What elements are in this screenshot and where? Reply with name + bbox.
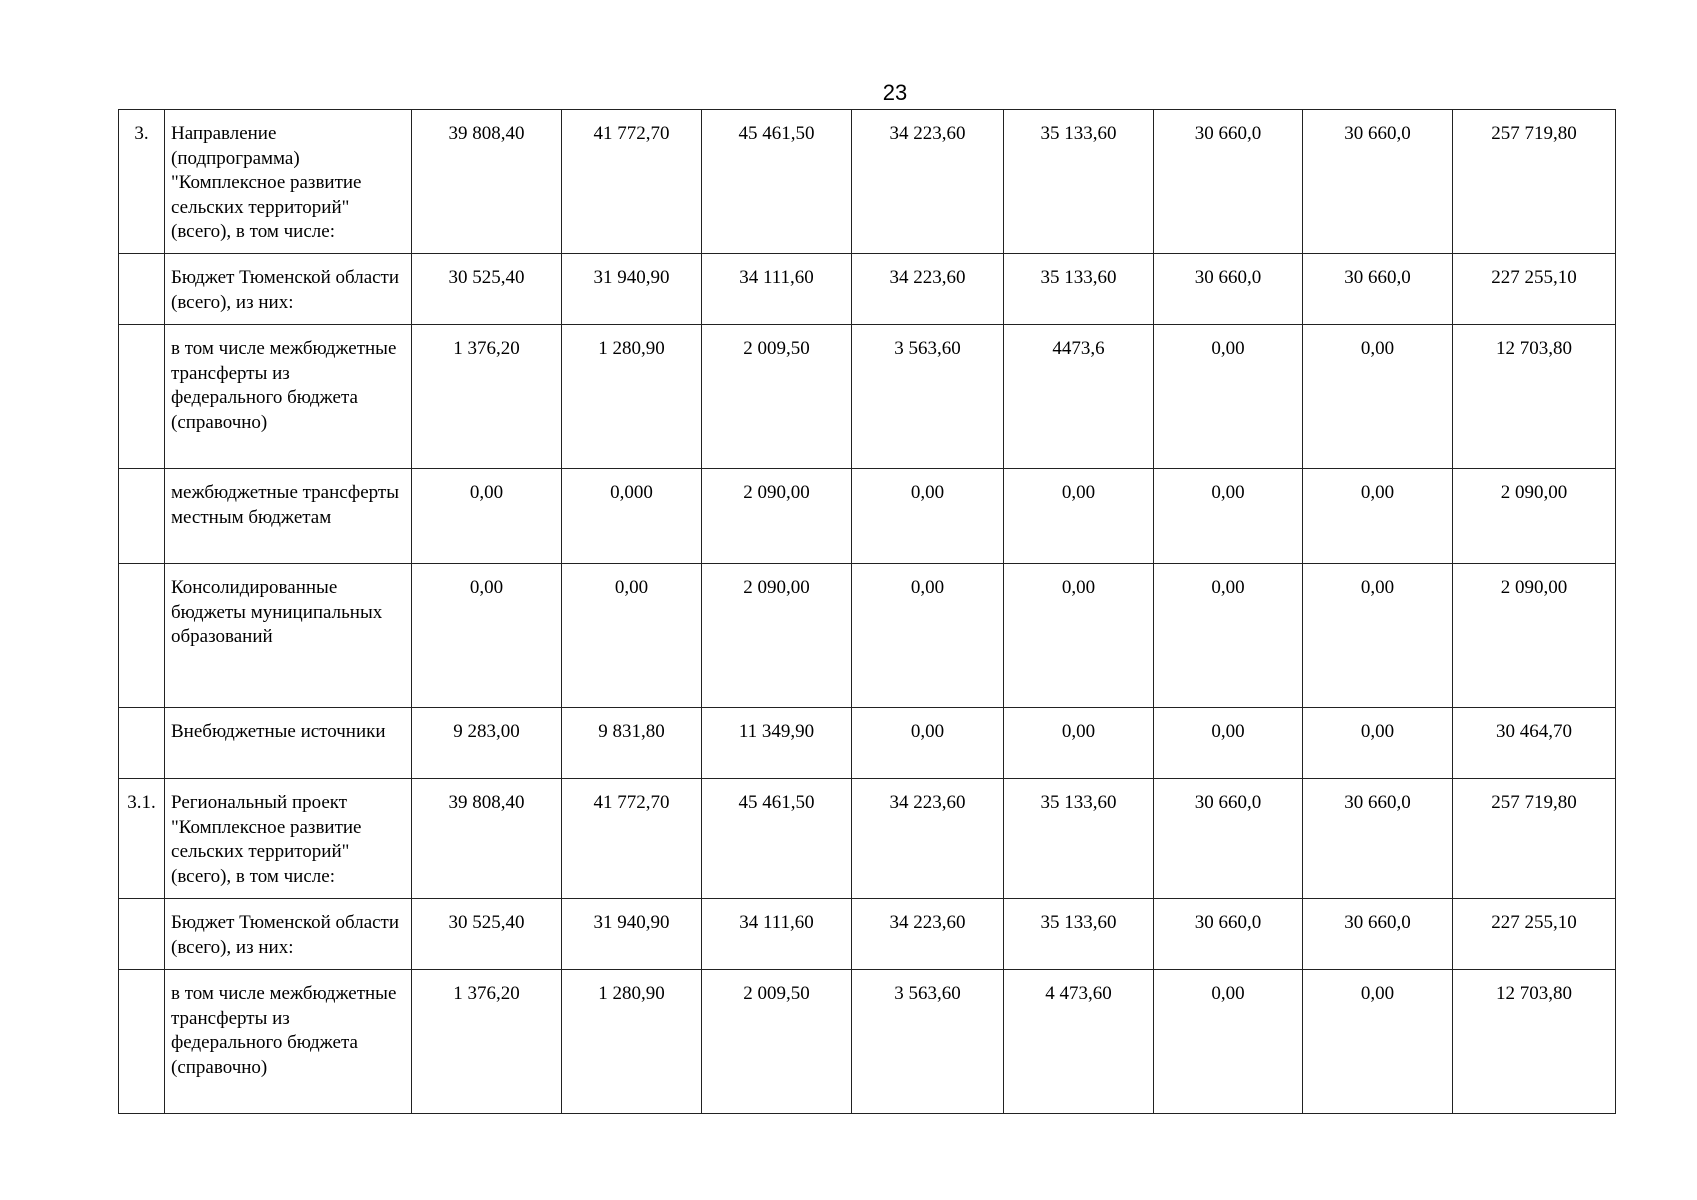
value-cell: 0,00 [1303, 708, 1453, 779]
budget-table [118, 109, 1616, 1114]
value-cell: 30 525,40 [412, 254, 562, 325]
value-cell: 30 660,0 [1154, 899, 1303, 970]
value-cell: 41 772,70 [562, 779, 702, 899]
value-cell: 3 563,60 [852, 325, 1004, 469]
table-row [119, 254, 1616, 325]
value-cell: 0,00 [562, 564, 702, 708]
value-cell: 3 563,60 [852, 970, 1004, 1114]
table-row [119, 564, 1616, 708]
table-row [119, 899, 1616, 970]
value-cell: 0,00 [412, 564, 562, 708]
table-row [119, 779, 1616, 899]
row-index [119, 254, 165, 325]
value-cell: 31 940,90 [562, 254, 702, 325]
row-index [119, 469, 165, 564]
value-cell: 0,00 [1154, 325, 1303, 469]
table-row [119, 708, 1616, 779]
value-cell: 34 223,60 [852, 779, 1004, 899]
value-cell: 30 660,0 [1303, 779, 1453, 899]
row-index [119, 564, 165, 708]
row-label: Бюджет Тюменской области (всего), из них: [165, 899, 412, 970]
value-cell: 0,00 [1154, 970, 1303, 1114]
total-cell: 227 255,10 [1453, 254, 1616, 325]
value-cell: 45 461,50 [702, 779, 852, 899]
value-cell: 35 133,60 [1004, 779, 1154, 899]
total-cell: 257 719,80 [1453, 110, 1616, 254]
total-cell: 2 090,00 [1453, 469, 1616, 564]
value-cell: 0,00 [1004, 469, 1154, 564]
value-cell: 39 808,40 [412, 779, 562, 899]
row-label: в том числе межбюджетные трансферты из федерального бюджета (справочно) [165, 325, 412, 469]
table-row [119, 110, 1616, 254]
value-cell: 9 283,00 [412, 708, 562, 779]
row-label: межбюджетные трансферты местным бюджетам [165, 469, 412, 564]
row-label: Внебюджетные источники [165, 708, 412, 779]
value-cell: 0,00 [1303, 325, 1453, 469]
row-index [119, 325, 165, 469]
value-cell: 1 376,20 [412, 970, 562, 1114]
table-row [119, 970, 1616, 1114]
page-number: 23 [882, 80, 908, 105]
value-cell: 30 660,0 [1154, 254, 1303, 325]
value-cell: 0,00 [1004, 564, 1154, 708]
value-cell: 0,00 [1303, 564, 1453, 708]
value-cell: 45 461,50 [702, 110, 852, 254]
value-cell: 1 280,90 [562, 325, 702, 469]
row-index [119, 899, 165, 970]
value-cell: 0,00 [852, 708, 1004, 779]
value-cell: 30 660,0 [1303, 110, 1453, 254]
value-cell: 34 223,60 [852, 899, 1004, 970]
value-cell: 1 280,90 [562, 970, 702, 1114]
value-cell: 35 133,60 [1004, 110, 1154, 254]
value-cell: 41 772,70 [562, 110, 702, 254]
value-cell: 1 376,20 [412, 325, 562, 469]
value-cell: 0,00 [1303, 970, 1453, 1114]
table-row [119, 469, 1616, 564]
value-cell: 31 940,90 [562, 899, 702, 970]
value-cell: 4 473,60 [1004, 970, 1154, 1114]
value-cell: 30 660,0 [1154, 779, 1303, 899]
row-label: Консолидированные бюджеты муниципальных образований [165, 564, 412, 708]
total-cell: 30 464,70 [1453, 708, 1616, 779]
value-cell: 0,00 [1303, 469, 1453, 564]
value-cell: 4473,6 [1004, 325, 1154, 469]
value-cell: 0,00 [1004, 708, 1154, 779]
value-cell: 34 111,60 [702, 254, 852, 325]
value-cell: 2 090,00 [702, 469, 852, 564]
value-cell: 0,00 [852, 564, 1004, 708]
value-cell: 0,000 [562, 469, 702, 564]
value-cell: 35 133,60 [1004, 899, 1154, 970]
total-cell: 12 703,80 [1453, 970, 1616, 1114]
value-cell: 34 223,60 [852, 254, 1004, 325]
total-cell: 12 703,80 [1453, 325, 1616, 469]
total-cell: 257 719,80 [1453, 779, 1616, 899]
value-cell: 30 660,0 [1154, 110, 1303, 254]
value-cell: 0,00 [852, 469, 1004, 564]
value-cell: 35 133,60 [1004, 254, 1154, 325]
value-cell: 30 525,40 [412, 899, 562, 970]
value-cell: 0,00 [1154, 564, 1303, 708]
row-index: 3. [119, 110, 165, 254]
total-cell: 2 090,00 [1453, 564, 1616, 708]
value-cell: 9 831,80 [562, 708, 702, 779]
row-label: в том числе межбюджетные трансферты из федерального бюджета (справочно) [165, 970, 412, 1114]
total-cell: 227 255,10 [1453, 899, 1616, 970]
row-label: Направление (подпрограмма) "Комплексное развитие сельских территорий" (всего), в том числе: [165, 110, 412, 254]
value-cell: 0,00 [1154, 469, 1303, 564]
value-cell: 30 660,0 [1303, 254, 1453, 325]
value-cell: 39 808,40 [412, 110, 562, 254]
row-label: Региональный проект "Комплексное развитие сельских территорий" (всего), в том числе: [165, 779, 412, 899]
row-index [119, 708, 165, 779]
row-index [119, 970, 165, 1114]
value-cell: 2 009,50 [702, 325, 852, 469]
row-index: 3.1. [119, 779, 165, 899]
value-cell: 0,00 [1154, 708, 1303, 779]
value-cell: 2 009,50 [702, 970, 852, 1114]
table-row [119, 325, 1616, 469]
value-cell: 11 349,90 [702, 708, 852, 779]
value-cell: 0,00 [412, 469, 562, 564]
value-cell: 2 090,00 [702, 564, 852, 708]
value-cell: 34 111,60 [702, 899, 852, 970]
value-cell: 30 660,0 [1303, 899, 1453, 970]
row-label: Бюджет Тюменской области (всего), из них: [165, 254, 412, 325]
value-cell: 34 223,60 [852, 110, 1004, 254]
budget-table-body [119, 110, 1616, 1114]
